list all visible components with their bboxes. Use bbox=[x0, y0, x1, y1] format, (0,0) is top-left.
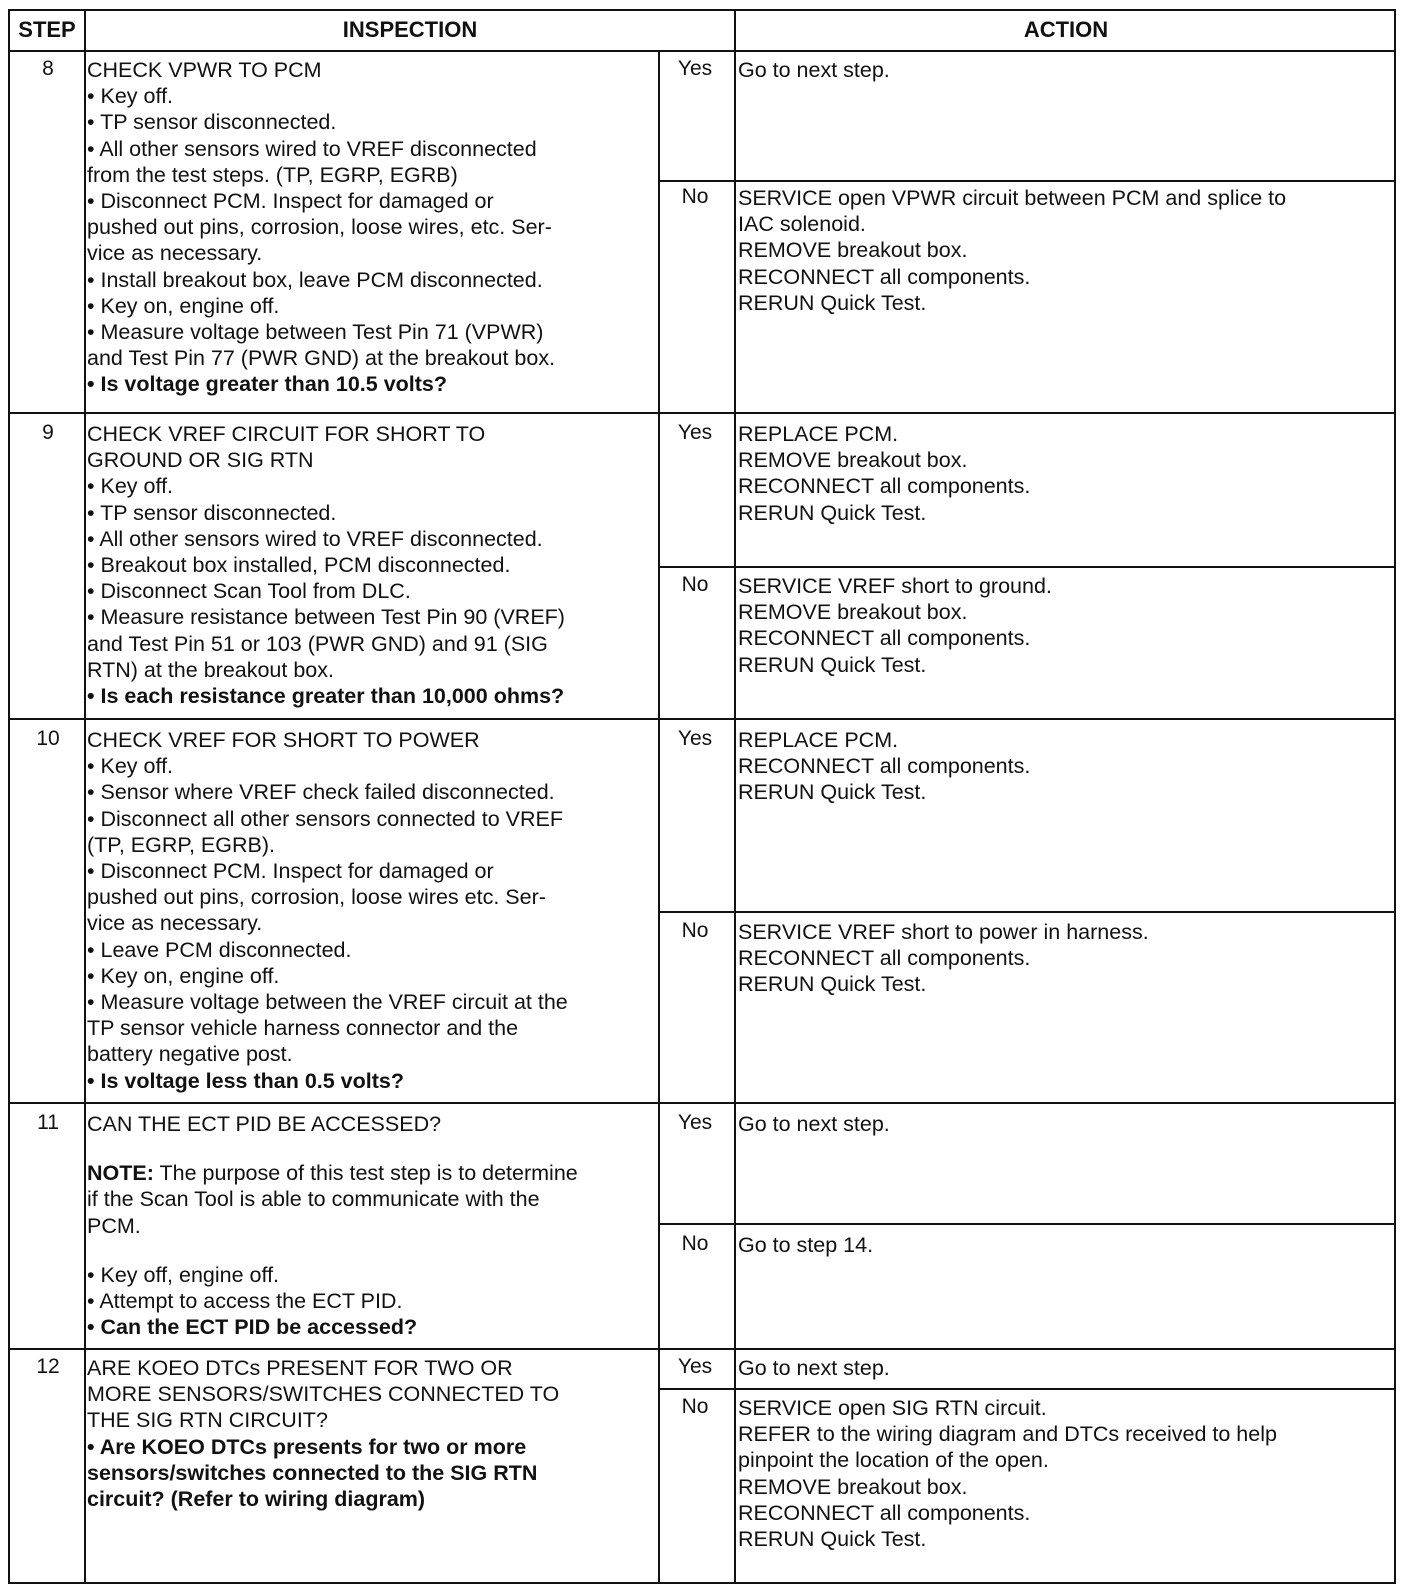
note-line bbox=[87, 1160, 661, 1186]
bullet-line: • Attempt to access the ECT PID. bbox=[87, 1289, 403, 1314]
action-yes bbox=[738, 727, 1383, 806]
spacer bbox=[87, 1137, 661, 1160]
no-label: No bbox=[681, 573, 709, 596]
inspection-bullet bbox=[87, 1262, 661, 1288]
bullet-line: and Test Pin 51 or 103 (PWR GND) and 91 (SIG bbox=[87, 631, 548, 656]
inspection-bullet bbox=[87, 319, 661, 371]
inspection-bullet bbox=[87, 779, 661, 805]
inspection-bullet bbox=[87, 806, 661, 858]
bullet-line: • Measure voltage between the VREF circuit at the bbox=[87, 990, 568, 1015]
inspection-bullet bbox=[87, 188, 661, 267]
bullet-line: • Key off. bbox=[87, 474, 174, 499]
bullet-line: and Test Pin 77 (PWR GND) at the breakout box. bbox=[87, 346, 556, 371]
action-line: Go to next step. bbox=[738, 58, 890, 82]
step-number: 10 bbox=[36, 727, 60, 750]
action-line: SERVICE open VPWR circuit between PCM and splice to bbox=[738, 186, 1287, 210]
action-line: RECONNECT all components. bbox=[738, 264, 1031, 289]
bullet-line: • Measure voltage between Test Pin 71 (VPWR) bbox=[87, 320, 544, 345]
action-line: SERVICE VREF short to power in harness. bbox=[738, 920, 1149, 944]
action-line: RECONNECT all components. bbox=[738, 1500, 1031, 1525]
yes-label: Yes bbox=[677, 421, 713, 444]
bullet-line: • TP sensor disconnected. bbox=[87, 500, 337, 525]
bullet-line: • Key on, engine off. bbox=[87, 293, 280, 318]
action-line: IAC solenoid. bbox=[738, 212, 866, 237]
bullet-line: • Disconnect all other sensors connected to VREF bbox=[87, 806, 563, 831]
inspection-title: CHECK VREF CIRCUIT FOR SHORT TO bbox=[87, 422, 486, 446]
bullet-line: • Breakout box installed, PCM disconnected. bbox=[87, 553, 511, 578]
inspection-bullet bbox=[87, 1288, 661, 1314]
no-label: No bbox=[681, 919, 709, 942]
bullet-line: • Key on, engine off. bbox=[87, 963, 280, 988]
step-number: 9 bbox=[42, 421, 54, 444]
inspection-bullet bbox=[87, 604, 661, 683]
inspection-bullet bbox=[87, 526, 661, 552]
note-label: NOTE: bbox=[87, 1161, 154, 1186]
bullet-line: • Leave PCM disconnected. bbox=[87, 937, 352, 962]
action-line: RERUN Quick Test. bbox=[738, 1527, 927, 1552]
header-inspection: INSPECTION bbox=[342, 17, 478, 42]
bullet-line: • Key off. bbox=[87, 84, 174, 109]
bullet-line: sensors/switches connected to the SIG RTN bbox=[87, 1460, 538, 1485]
bullet-line: • Is voltage greater than 10.5 volts? bbox=[87, 372, 448, 397]
inspection-bullet bbox=[87, 500, 661, 526]
inspection-title: CHECK VPWR TO PCM bbox=[87, 58, 322, 82]
bullet-line: • Are KOEO DTCs presents for two or more bbox=[87, 1434, 527, 1459]
action-no bbox=[738, 185, 1383, 316]
bullet-line: from the test steps. (TP, EGRP, EGRB) bbox=[87, 162, 458, 187]
inspection-bullet bbox=[87, 858, 661, 937]
action-line: Go to step 14. bbox=[738, 1233, 874, 1257]
inspection-bullet bbox=[87, 1314, 661, 1340]
bullet-line: • Is voltage less than 0.5 volts? bbox=[87, 1068, 404, 1093]
spacer bbox=[87, 1239, 661, 1262]
bullet-line: • All other sensors wired to VREF disconnected bbox=[87, 136, 537, 161]
inspection-bullet bbox=[87, 1068, 661, 1094]
yes-label: Yes bbox=[677, 727, 713, 750]
bullet-line: circuit? (Refer to wiring diagram) bbox=[87, 1487, 426, 1512]
no-label: No bbox=[681, 185, 709, 208]
bullet-line: • Disconnect PCM. Inspect for damaged or bbox=[87, 859, 494, 884]
action-yes bbox=[738, 1355, 1383, 1381]
bullet-line: • Disconnect PCM. Inspect for damaged or bbox=[87, 189, 494, 214]
bullet-line: pushed out pins, corrosion, loose wires etc. Ser- bbox=[87, 885, 546, 910]
bullet-line: • TP sensor disconnected. bbox=[87, 110, 337, 135]
inspection-cell bbox=[87, 1111, 661, 1340]
inspection-bullet bbox=[87, 753, 661, 779]
header-step: STEP bbox=[18, 17, 76, 42]
bullet-line: • All other sensors wired to VREF disconnected. bbox=[87, 526, 543, 551]
action-line: SERVICE open SIG RTN circuit. bbox=[738, 1396, 1047, 1420]
no-label: No bbox=[681, 1395, 709, 1418]
inspection-bullet bbox=[87, 578, 661, 604]
inspection-title: MORE SENSORS/SWITCHES CONNECTED TO bbox=[87, 1382, 560, 1407]
action-line: RECONNECT all components. bbox=[738, 946, 1031, 971]
action-yes bbox=[738, 1111, 1383, 1137]
action-line: REMOVE breakout box. bbox=[738, 238, 968, 263]
inspection-cell bbox=[87, 421, 661, 709]
action-line: RERUN Quick Test. bbox=[738, 972, 927, 997]
action-no bbox=[738, 1232, 1383, 1258]
yes-label: Yes bbox=[677, 1355, 713, 1378]
step-number: 12 bbox=[36, 1355, 60, 1378]
bullet-line: pushed out pins, corrosion, loose wires, etc. Ser- bbox=[87, 215, 552, 240]
action-line: Go to next step. bbox=[738, 1356, 890, 1380]
action-line: REPLACE PCM. bbox=[738, 728, 899, 752]
inspection-bullet bbox=[87, 267, 661, 293]
action-line: REMOVE breakout box. bbox=[738, 448, 968, 473]
bullet-line: TP sensor vehicle harness connector and the bbox=[87, 1016, 519, 1041]
action-no bbox=[738, 573, 1383, 678]
bullet-line: • Disconnect Scan Tool from DLC. bbox=[87, 579, 411, 604]
inspection-cell bbox=[87, 1355, 661, 1512]
action-line: Go to next step. bbox=[738, 1112, 890, 1136]
bullet-line: vice as necessary. bbox=[87, 911, 263, 936]
inspection-cell bbox=[87, 57, 661, 398]
action-line: RECONNECT all components. bbox=[738, 754, 1031, 779]
yes-label: Yes bbox=[677, 57, 713, 80]
inspection-title: CHECK VREF FOR SHORT TO POWER bbox=[87, 728, 480, 752]
bullet-line: • Sensor where VREF check failed disconnected. bbox=[87, 780, 555, 805]
action-line: REPLACE PCM. bbox=[738, 422, 899, 446]
note-line bbox=[87, 1186, 661, 1212]
action-line: SERVICE VREF short to ground. bbox=[738, 574, 1052, 598]
inspection-bullet bbox=[87, 473, 661, 499]
bullet-line: • Key off. bbox=[87, 754, 174, 779]
inspection-title: ARE KOEO DTCs PRESENT FOR TWO OR bbox=[87, 1356, 513, 1380]
inspection-bullet bbox=[87, 136, 661, 188]
action-line: REMOVE breakout box. bbox=[738, 1474, 968, 1499]
bullet-line: (TP, EGRP, EGRB). bbox=[87, 832, 275, 857]
inspection-bullet bbox=[87, 989, 661, 1068]
bullet-line: • Key off, engine off. bbox=[87, 1262, 280, 1287]
inspection-cell bbox=[87, 727, 661, 1094]
inspection-bullet bbox=[87, 963, 661, 989]
bullet-line: RTN) at the breakout box. bbox=[87, 657, 334, 682]
header-action: ACTION bbox=[1023, 17, 1109, 42]
action-line: RERUN Quick Test. bbox=[738, 290, 927, 315]
bullet-line: • Measure resistance between Test Pin 90 (VREF) bbox=[87, 605, 565, 630]
action-line: RERUN Quick Test. bbox=[738, 500, 927, 525]
action-line: RECONNECT all components. bbox=[738, 626, 1031, 651]
inspection-bullet bbox=[87, 109, 661, 135]
yes-label: Yes bbox=[677, 1111, 713, 1134]
action-line: REFER to the wiring diagram and DTCs received to help bbox=[738, 1422, 1277, 1447]
action-no bbox=[738, 1395, 1383, 1552]
inspection-bullet bbox=[87, 683, 661, 709]
inspection-bullet bbox=[87, 552, 661, 578]
action-yes bbox=[738, 57, 1383, 83]
bullet-line: battery negative post. bbox=[87, 1042, 293, 1067]
bullet-line: • Can the ECT PID be accessed? bbox=[87, 1315, 418, 1340]
action-line: RERUN Quick Test. bbox=[738, 780, 927, 805]
action-line: REMOVE breakout box. bbox=[738, 600, 968, 625]
inspection-bullet bbox=[87, 293, 661, 319]
inspection-title: CAN THE ECT PID BE ACCESSED? bbox=[87, 1112, 442, 1136]
action-yes bbox=[738, 421, 1383, 526]
action-line: RECONNECT all components. bbox=[738, 474, 1031, 499]
inspection-bullet bbox=[87, 1434, 661, 1513]
bullet-line: vice as necessary. bbox=[87, 241, 263, 266]
action-line: pinpoint the location of the open. bbox=[738, 1448, 1049, 1473]
note-text: if the Scan Tool is able to communicate with the bbox=[87, 1187, 540, 1212]
action-no bbox=[738, 919, 1383, 998]
inspection-title: GROUND OR SIG RTN bbox=[87, 448, 314, 473]
note-text: The purpose of this test step is to determine bbox=[153, 1161, 578, 1186]
inspection-bullet bbox=[87, 371, 661, 397]
inspection-title: THE SIG RTN CIRCUIT? bbox=[87, 1408, 328, 1433]
no-label: No bbox=[681, 1232, 709, 1255]
bullet-line: • Install breakout box, leave PCM disconnected. bbox=[87, 267, 543, 292]
note-line bbox=[87, 1213, 661, 1239]
inspection-bullet bbox=[87, 83, 661, 109]
action-line: RERUN Quick Test. bbox=[738, 652, 927, 677]
note-text: PCM. bbox=[87, 1213, 141, 1238]
step-number: 8 bbox=[42, 57, 54, 80]
step-number: 11 bbox=[37, 1111, 59, 1134]
inspection-bullet bbox=[87, 937, 661, 963]
bullet-line: • Is each resistance greater than 10,000 ohms? bbox=[87, 684, 565, 709]
